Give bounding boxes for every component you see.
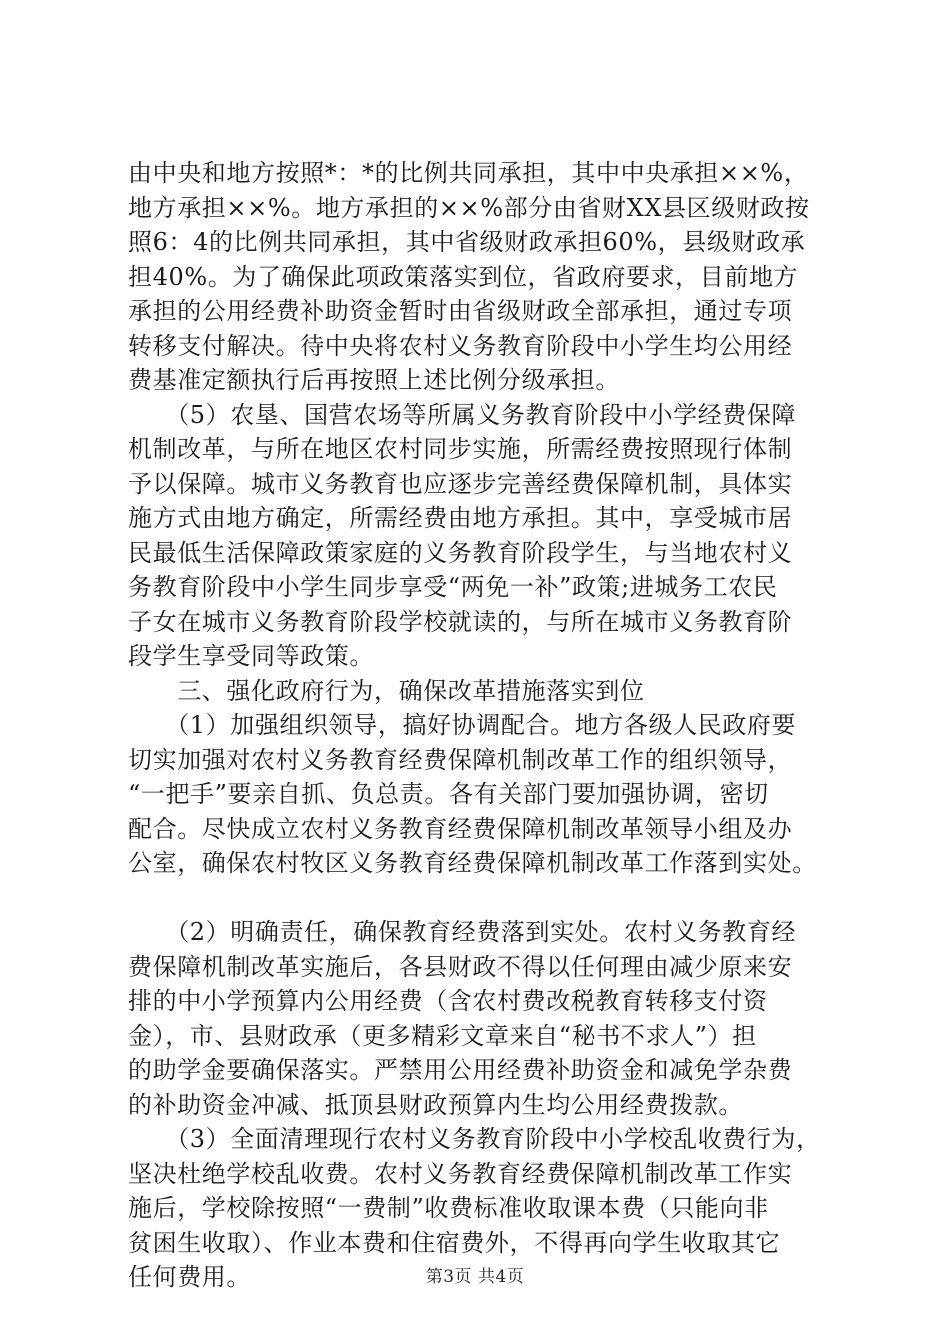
text-line: “一把手”要亲自抓、负总责。各有关部门要加强协调，密切 bbox=[128, 780, 769, 808]
text-line: 公室，确保农村牧区义务教育经费保障机制改革工作落到实处。 bbox=[128, 849, 817, 877]
text-line: 的补助资金冲减、抵顶县财政预算内生均公用经费拨款。 bbox=[128, 1090, 743, 1119]
text-line: （2）明确责任，确保教育经费落到实处。农村义务教育经 bbox=[128, 918, 797, 946]
text-line: 机制改革，与所在地区农村同步实施，所需经费按照现行体制 bbox=[128, 435, 793, 463]
text-line: （5）农垦、国营农场等所属义务教育阶段中小学经费保障 bbox=[128, 400, 797, 429]
text-line: 排的中小学预算内公用经费（含农村费改税教育转移支付资 bbox=[128, 987, 768, 1015]
text-line: 金），市、县财政承（更多精彩文章来自“秘书不求人”）担 bbox=[128, 1021, 757, 1050]
text-line: 担40%。为了确保此项政策落实到位，省政府要求，目前地方 bbox=[128, 262, 799, 291]
section-heading: 三、强化政府行为，确保改革措施落实到位 bbox=[128, 676, 645, 705]
text-line: 坚决杜绝学校乱收费。农村义务教育经费保障机制改革工作实 bbox=[128, 1159, 793, 1188]
text-line: 费基准定额执行后再按照上述比例分级承担。 bbox=[128, 366, 620, 394]
body-text bbox=[128, 156, 856, 1295]
text-line: 照6：4的比例共同承担，其中省级财政承担60%，县级财政承 bbox=[128, 228, 806, 256]
text-line: 务教育阶段中小学生同步享受“两免一补”政策;进城务工农民 bbox=[128, 573, 778, 601]
page-number-footer: 第3页 共4页 bbox=[425, 1267, 525, 1287]
text-line: （3）全面清理现行农村义务教育阶段中小学校乱收费行为， bbox=[128, 1125, 821, 1153]
text-line: 施后，学校除按照“一费制”收费标准收取课本费（只能向非 bbox=[128, 1194, 769, 1222]
text-line: 费保障机制改革实施后，各县财政不得以任何理由减少原来安 bbox=[128, 952, 793, 981]
text-line: 民最低生活保障政策家庭的义务教育阶段学生，与当地农村义 bbox=[128, 538, 793, 567]
blank-line bbox=[128, 881, 856, 916]
text-line: 段学生享受同等政策。 bbox=[128, 642, 374, 670]
text-line: 予以保障。城市义务教育也应逐步完善经费保障机制，具体实 bbox=[128, 469, 793, 498]
text-line: 转移支付解决。待中央将农村义务教育阶段中小学生均公用经 bbox=[128, 331, 793, 360]
text-line: 承担的公用经费补助资金暂时由省级财政全部承担，通过专项 bbox=[128, 297, 793, 325]
text-line: 贫困生收取）、作业本费和住宿费外，不得再向学生收取其它 bbox=[128, 1228, 781, 1257]
text-line: 配合。尽快成立农村义务教育经费保障机制改革领导小组及办 bbox=[128, 814, 793, 843]
text-line: 任何费用。 bbox=[128, 1263, 251, 1291]
text-line: 的助学金要确保落实。严禁用公用经费补助资金和减免学杂费 bbox=[128, 1056, 793, 1084]
text-line: （1）加强组织领导，搞好协调配合。地方各级人民政府要 bbox=[128, 711, 797, 739]
text-line: 子女在城市义务教育阶段学校就读的，与所在城市义务教育阶 bbox=[128, 607, 793, 636]
text-line: 地方承担××%。地方承担的××%部分由省财XX县区级财政按 bbox=[128, 193, 810, 222]
text-line: 由中央和地方按照*：*的比例共同承担，其中中央承担××%， bbox=[128, 159, 809, 187]
text-line: 施方式由地方确定，所需经费由地方承担。其中，享受城市居 bbox=[128, 504, 793, 532]
text-line: 切实加强对农村义务教育经费保障机制改革工作的组织领导， bbox=[128, 745, 793, 774]
